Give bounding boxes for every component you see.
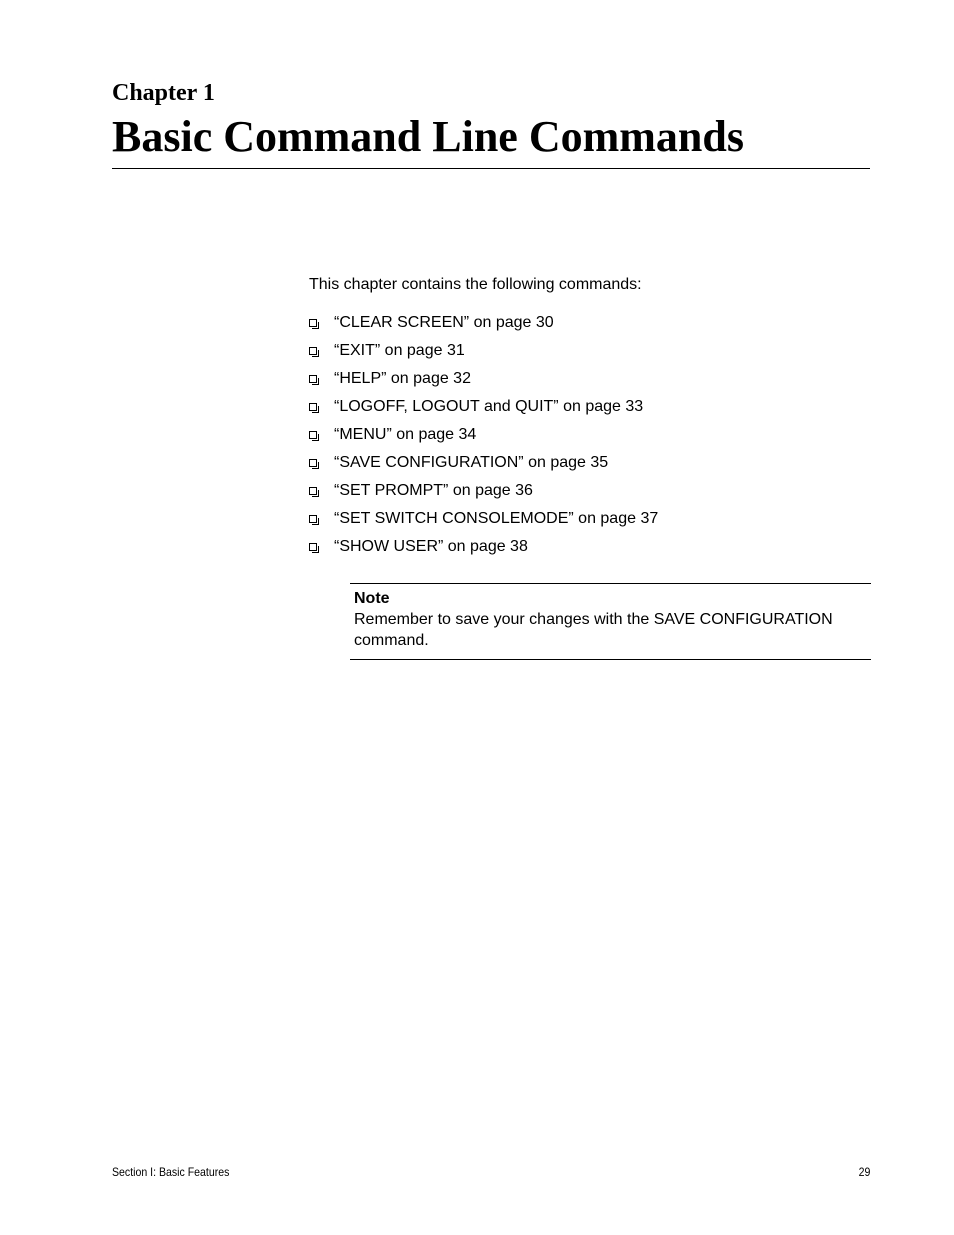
checkbox-bullet-icon (309, 487, 317, 495)
checkbox-bullet-icon (309, 543, 317, 551)
chapter-label: Chapter 1 (112, 80, 215, 106)
list-item (309, 509, 658, 537)
checkbox-bullet-icon (309, 319, 317, 327)
command-link-exit[interactable]: “EXIT” on page 31 (334, 342, 465, 359)
footer-page-number: 29 (858, 1165, 870, 1179)
command-link-clear-screen[interactable]: “CLEAR SCREEN” on page 30 (334, 314, 554, 331)
checkbox-bullet-icon (309, 403, 317, 411)
checkbox-bullet-icon (309, 515, 317, 523)
command-link-save-configuration[interactable]: “SAVE CONFIGURATION” on page 35 (334, 454, 609, 471)
command-link-show-user[interactable]: “SHOW USER” on page 38 (334, 538, 528, 555)
list-item (309, 425, 658, 453)
note-heading: Note (354, 590, 390, 607)
intro-text: This chapter contains the following commands: (309, 276, 642, 293)
checkbox-bullet-icon (309, 459, 317, 467)
list-item (309, 397, 658, 425)
note-box (350, 583, 871, 660)
checkbox-bullet-icon (309, 431, 317, 439)
command-list (309, 313, 658, 565)
command-link-help[interactable]: “HELP” on page 32 (334, 370, 471, 387)
chapter-title: Basic Command Line Commands (112, 112, 744, 161)
footer-section-label: Section I: Basic Features (112, 1165, 230, 1179)
list-item (309, 341, 658, 369)
note-body: Remember to save your changes with the SAVE CONFIGURATION command. (354, 611, 833, 649)
list-item (309, 481, 658, 509)
checkbox-bullet-icon (309, 375, 317, 383)
list-item (309, 453, 658, 481)
command-link-logoff[interactable]: “LOGOFF, LOGOUT and QUIT” on page 33 (334, 398, 644, 415)
checkbox-bullet-icon (309, 347, 317, 355)
command-link-set-switch-consolemode[interactable]: “SET SWITCH CONSOLEMODE” on page 37 (334, 510, 659, 527)
command-link-menu[interactable]: “MENU” on page 34 (334, 426, 477, 443)
list-item (309, 369, 658, 397)
command-link-set-prompt[interactable]: “SET PROMPT” on page 36 (334, 482, 533, 499)
list-item (309, 313, 658, 341)
title-divider (112, 168, 870, 169)
list-item (309, 537, 658, 565)
